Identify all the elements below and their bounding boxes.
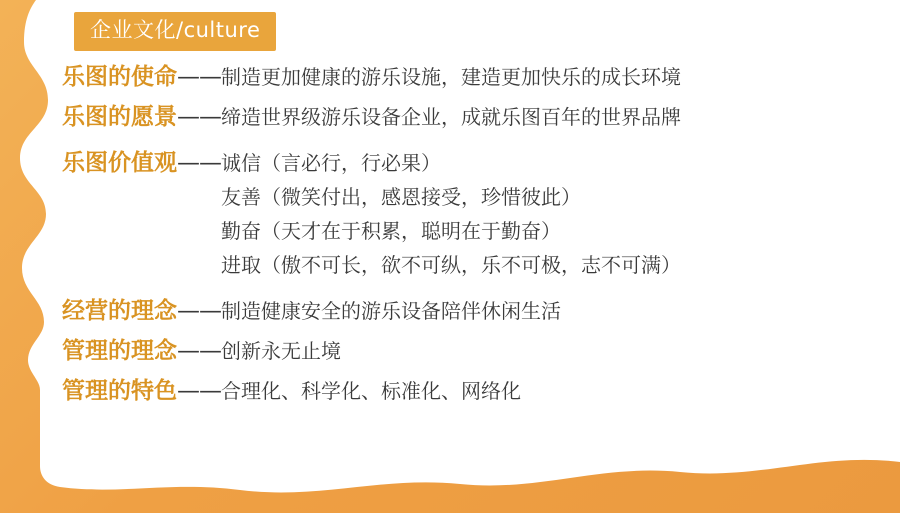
culture-row-management-philosophy: [0, 334, 900, 368]
culture-row-mission: [0, 60, 900, 94]
row-text: 缔造世界级游乐设备企业，成就乐图百年的世界品牌: [221, 105, 681, 129]
row-text: 制造更加健康的游乐设施，建造更加快乐的成长环境: [221, 65, 681, 89]
row-text-group: [221, 146, 681, 282]
culture-row-values: [0, 146, 900, 282]
row-label: 经营的理念: [62, 298, 177, 324]
culture-row-management-features: [0, 374, 900, 408]
row-text: 制造健康安全的游乐设备陪伴休闲生活: [221, 299, 561, 323]
row-text-line: 勤奋（天才在于积累，聪明在于勤奋）: [221, 219, 561, 243]
row-text-line: 诚信（言必行，行必果）: [221, 151, 441, 175]
row-separator: ——: [177, 378, 221, 404]
row-label: 乐图价值观: [62, 150, 177, 176]
section-title-tag: 企业文化/culture: [74, 12, 276, 51]
row-separator: ——: [177, 64, 221, 90]
culture-row-vision: [0, 100, 900, 134]
row-separator: ——: [177, 150, 221, 176]
row-label: 乐图的使命: [62, 64, 177, 90]
row-label: 管理的理念: [62, 338, 177, 364]
row-text-line: 友善（微笑付出，感恩接受，珍惜彼此）: [221, 185, 581, 209]
row-separator: ——: [177, 338, 221, 364]
row-label: 管理的特色: [62, 378, 177, 404]
row-label: 乐图的愿景: [62, 104, 177, 130]
culture-list: [0, 60, 900, 414]
row-separator: ——: [177, 298, 221, 324]
row-text-line: 进取（傲不可长，欲不可纵，乐不可极，志不可满）: [221, 253, 681, 277]
row-separator: ——: [177, 104, 221, 130]
row-text: 创新永无止境: [221, 339, 341, 363]
culture-row-operating-philosophy: [0, 294, 900, 328]
row-text: 合理化、科学化、标准化、网络化: [221, 379, 521, 403]
